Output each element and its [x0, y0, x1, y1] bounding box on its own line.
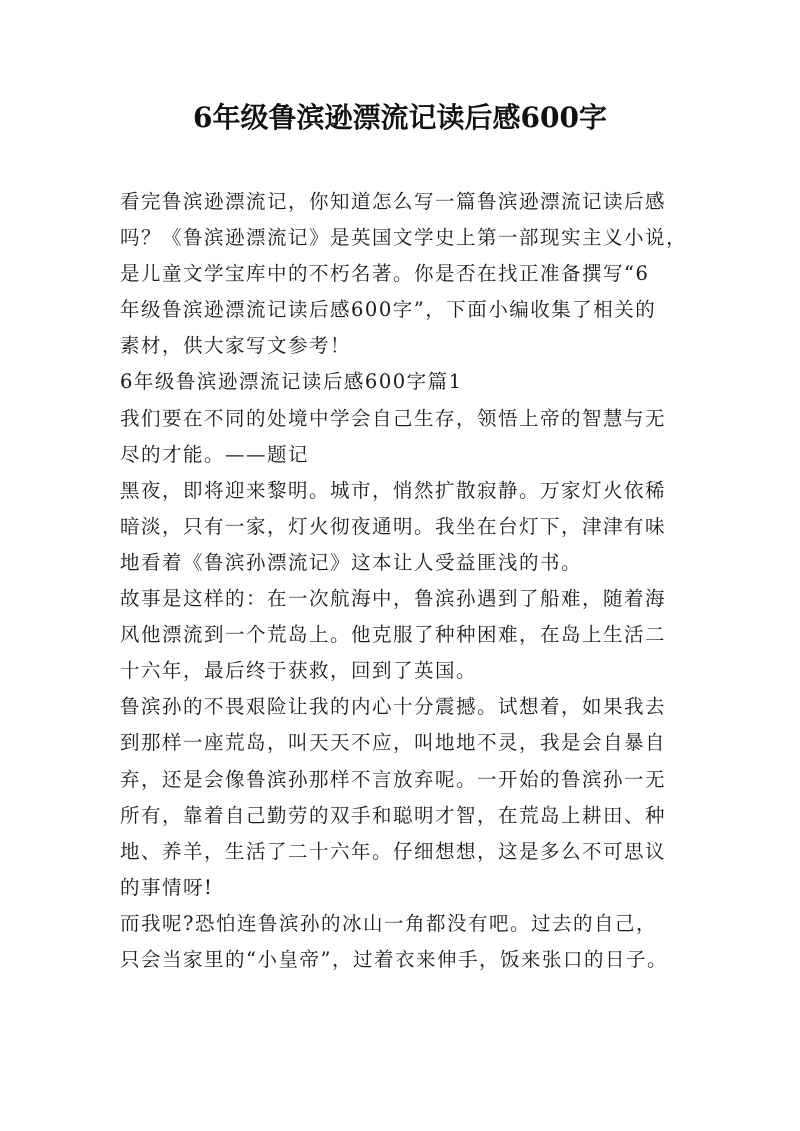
document-body — [120, 184, 690, 978]
text-line: 弃，还是会像鲁滨孙那样不言放弃呢。一开始的鲁滨孙一无 — [120, 767, 667, 791]
text-line: 暗淡，只有一家，灯火彻夜通明。我坐在台灯下，津津有味 — [120, 514, 667, 538]
text-line: 十六年，最后终于获救，回到了英国。 — [120, 659, 478, 683]
text-line: 尽的才能。——题记 — [120, 442, 310, 466]
text-line: 而我呢?恐怕连鲁滨孙的冰山一角都没有吧。过去的自己， — [120, 911, 657, 935]
text-line: 风他漂流到一个荒岛上。他克服了种种困难，在岛上生活二 — [120, 623, 667, 647]
text-line: 到那样一座荒岛，叫天天不应，叫地地不灵，我是会自暴自 — [120, 731, 667, 755]
text-line: 故事是这样的：在一次航海中，鲁滨孙遇到了船难，随着海 — [120, 587, 667, 611]
document-title: 6年级鲁滨逊漂流记读后感600字 — [193, 101, 607, 134]
text-line: 是儿童文学宝库中的不朽名著。你是否在找正准备撰写“6 — [120, 262, 650, 286]
text-line: 地、养羊，生活了二十六年。仔细想想，这是多么不可思议 — [120, 839, 667, 863]
text-line: 只会当家里的“小皇帝”，过着衣来伸手，饭来张口的日子。 — [120, 947, 668, 971]
text-line: 素材，供大家写文参考！ — [120, 334, 352, 358]
section-heading: 6年级鲁滨逊漂流记读后感600字篇1 — [120, 370, 463, 394]
text-line: 黑夜，即将迎来黎明。城市，悄然扩散寂静。万家灯火依稀 — [120, 478, 667, 502]
text-line: 看完鲁滨逊漂流记，你知道怎么写一篇鲁滨逊漂流记读后感 — [120, 190, 667, 213]
text-line: 年级鲁滨逊漂流记读后感600字”，下面小编收集了相关的 — [120, 298, 657, 322]
text-line: 鲁滨孙的不畏艰险让我的内心十分震撼。试想着，如果我去 — [120, 695, 667, 719]
text-line: 所有，靠着自己勤劳的双手和聪明才智，在荒岛上耕田、种 — [120, 803, 667, 827]
text-line: 的事情呀! — [120, 875, 214, 899]
text-line: 我们要在不同的处境中学会自己生存，领悟上帝的智慧与无 — [120, 406, 667, 430]
text-line: 地看着《鲁滨孙漂流记》这本让人受益匪浅的书。 — [120, 550, 583, 574]
text-line: 吗？《鲁滨逊漂流记》是英国文学史上第一部现实主义小说， — [120, 226, 688, 250]
